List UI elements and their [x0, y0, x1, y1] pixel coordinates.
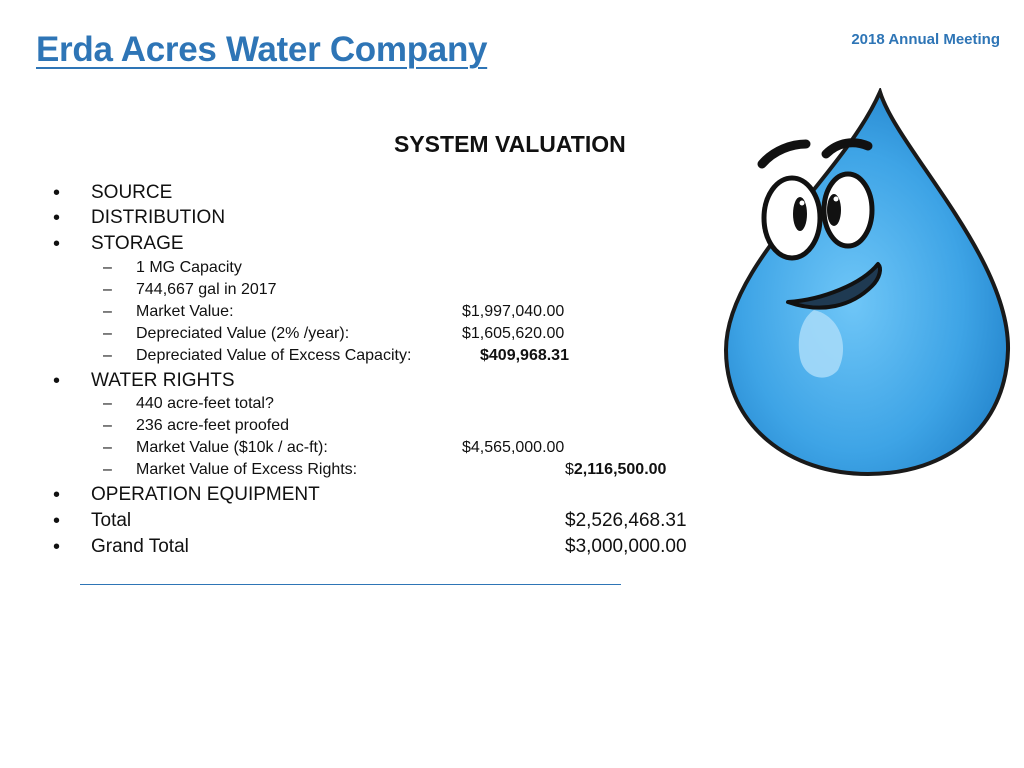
sub-item-label: 236 acre-feet proofed	[136, 417, 289, 434]
dash: –	[103, 439, 112, 456]
bullet: •	[53, 182, 61, 204]
sub-item-capacity	[0, 260, 700, 278]
list-item-grand-total	[0, 537, 700, 559]
amount: $409,968.31	[480, 347, 569, 364]
slide-title: SYSTEM VALUATION	[394, 131, 626, 157]
item-label: Total	[91, 510, 132, 531]
list-item-water-rights	[0, 371, 700, 393]
sub-item-proofed	[0, 418, 700, 436]
company-title: Erda Acres Water Company	[36, 30, 488, 69]
sub-item-label: Market Value of Excess Rights:	[136, 461, 358, 478]
dash: –	[103, 347, 112, 364]
sub-item-label: Depreciated Value (2% /year):	[136, 325, 350, 342]
sub-item-storage-excess	[0, 348, 700, 366]
amount	[565, 462, 666, 478]
bullet: •	[53, 536, 61, 558]
dash: –	[103, 281, 112, 298]
sub-item-label: 440 acre-feet total?	[136, 395, 274, 412]
dash: –	[103, 395, 112, 412]
meeting-label: 2018 Annual Meeting	[851, 31, 1000, 48]
bullet: •	[53, 484, 61, 506]
dash: –	[103, 417, 112, 434]
item-label: STORAGE	[91, 233, 184, 254]
sub-item-label: Depreciated Value of Excess Capacity:	[136, 347, 412, 364]
list-item-distribution	[0, 208, 700, 230]
bullet: •	[53, 510, 61, 532]
item-label: DISTRIBUTION	[91, 207, 226, 228]
item-label: Grand Total	[91, 536, 189, 557]
amount: $1,605,620.00	[462, 325, 565, 342]
list-item-source	[0, 183, 700, 205]
dash: –	[103, 461, 112, 478]
dash: –	[103, 325, 112, 342]
sub-item-rights-market-value	[0, 440, 700, 458]
bullet: •	[53, 370, 61, 392]
bullet: •	[53, 233, 61, 255]
sub-item-storage-market-value	[0, 304, 700, 322]
water-drop-mascot-icon	[722, 88, 1012, 478]
item-label: SOURCE	[91, 182, 173, 203]
amount: $1,997,040.00	[462, 303, 565, 320]
sub-item-label: Market Value:	[136, 303, 234, 320]
amount: $3,000,000.00	[565, 536, 687, 557]
currency-symbol: $	[565, 461, 574, 478]
sub-item-total-acre-feet	[0, 396, 700, 414]
list-item-total	[0, 511, 700, 533]
dash: –	[103, 303, 112, 320]
dash: –	[103, 259, 112, 276]
sub-item-label: 744,667 gal in 2017	[136, 281, 277, 298]
sub-item-label: Market Value ($10k / ac-ft):	[136, 439, 328, 456]
list-item-operation-equipment	[0, 485, 700, 507]
sub-item-storage-depreciated	[0, 326, 700, 344]
divider-line	[80, 584, 621, 585]
item-label: WATER RIGHTS	[91, 370, 235, 391]
list-item-storage	[0, 234, 700, 256]
bullet: •	[53, 207, 61, 229]
amount: $4,565,000.00	[462, 439, 565, 456]
amount: $2,526,468.31	[565, 510, 687, 531]
item-label: OPERATION EQUIPMENT	[91, 484, 320, 505]
sub-item-rights-excess	[0, 462, 700, 480]
sub-item-label: 1 MG Capacity	[136, 259, 242, 276]
sub-item-usage	[0, 282, 700, 300]
amount-value: 2,116,500.00	[573, 461, 667, 478]
